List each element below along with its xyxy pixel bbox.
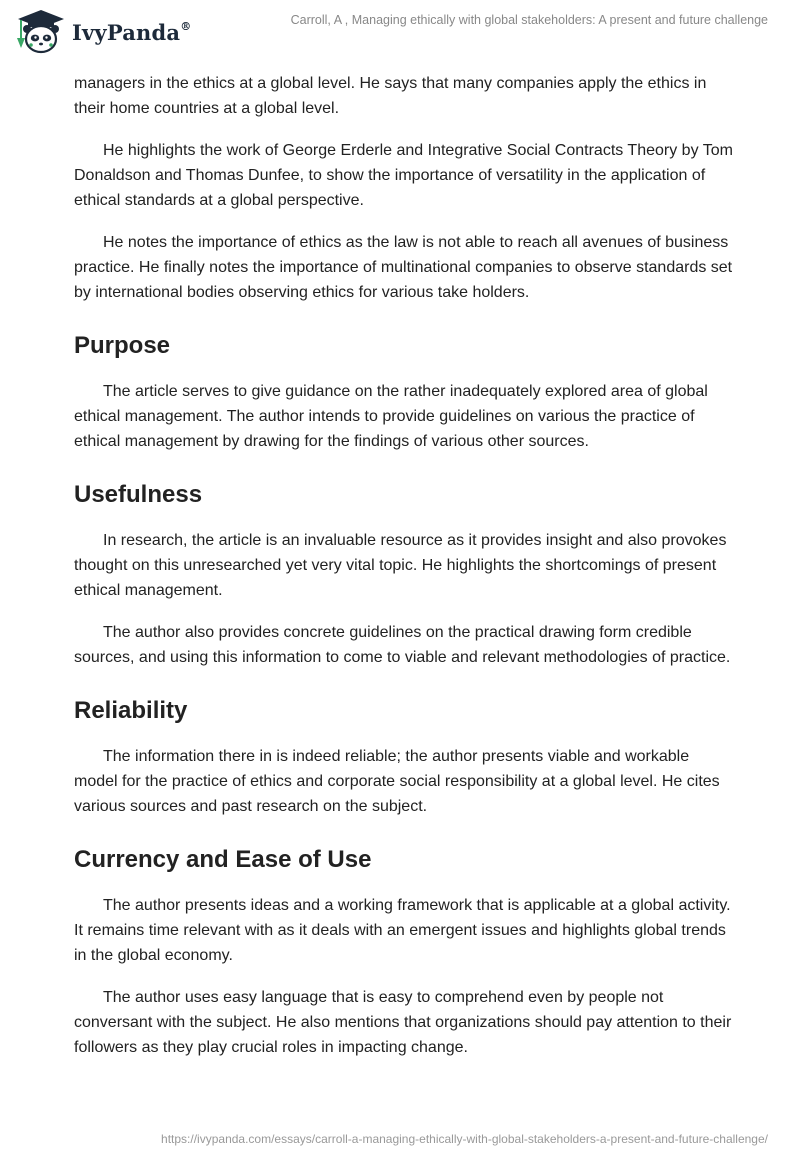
paragraph: managers in the ethics at a global level. He says that many companies apply the ethics in their home countries at a global level. xyxy=(74,75,707,117)
paragraph: The author presents ideas and a working framework that is applicable at a global activity. It remains time relevant with as it deals with an emergent issues and highlights global trends in the global economy. xyxy=(74,897,731,964)
paragraph: The article serves to give guidance on the rather inadequately explored area of global ethical management. The author intends to provide guidelines on various the practice of ethical management by drawing for the findings of various other sources. xyxy=(74,383,708,450)
section-heading-currency: Currency and Ease of Use xyxy=(74,846,372,873)
paragraph: He notes the importance of ethics as the law is not able to reach all avenues of business practice. He finally notes the importance of multinational companies to observe standards set by international bodies observing ethics for various take holders. xyxy=(74,234,733,301)
ivypanda-logo[interactable] xyxy=(14,8,191,56)
brand-name: IvyPanda® xyxy=(72,19,192,45)
paragraph: The author also provides concrete guidelines on the practical drawing form credible sources, and using this information to come to viable and relevant methodologies of practice. xyxy=(74,624,731,666)
source-url[interactable]: https://ivypanda.com/essays/carroll-a-managing-ethically-with-global-stakeholders-a-present-and-future-challenge/ xyxy=(161,1132,768,1146)
panda-graduation-icon xyxy=(14,8,68,56)
essay-body xyxy=(74,71,734,1077)
section-heading-purpose: Purpose xyxy=(74,332,171,359)
document-citation: Carroll, A , Managing ethically with global stakeholders: A present and future challenge xyxy=(290,13,768,27)
paragraph: The author uses easy language that is easy to comprehend even by people not conversant with the subject. He also mentions that organizations should pay attention to their followers as they play crucial roles in impacting change. xyxy=(74,989,732,1056)
paragraph: In research, the article is an invaluable resource as it provides insight and also provokes thought on this unresearched yet very vital topic. He highlights the shortcomings of present ethical management. xyxy=(74,532,727,599)
paragraph: He highlights the work of George Erderle and Integrative Social Contracts Theory by Tom Donaldson and Thomas Dunfee, to show the importance of versatility in the application of ethical standards at a global perspective. xyxy=(74,142,733,209)
section-heading-usefulness: Usefulness xyxy=(74,481,203,508)
paragraph: The information there in is indeed reliable; the author presents viable and workable model for the practice of ethics and corporate social responsibility at a global level. He cites various sources and past research on the subject. xyxy=(74,748,720,815)
section-heading-reliability: Reliability xyxy=(74,697,188,724)
page-header xyxy=(0,0,800,60)
